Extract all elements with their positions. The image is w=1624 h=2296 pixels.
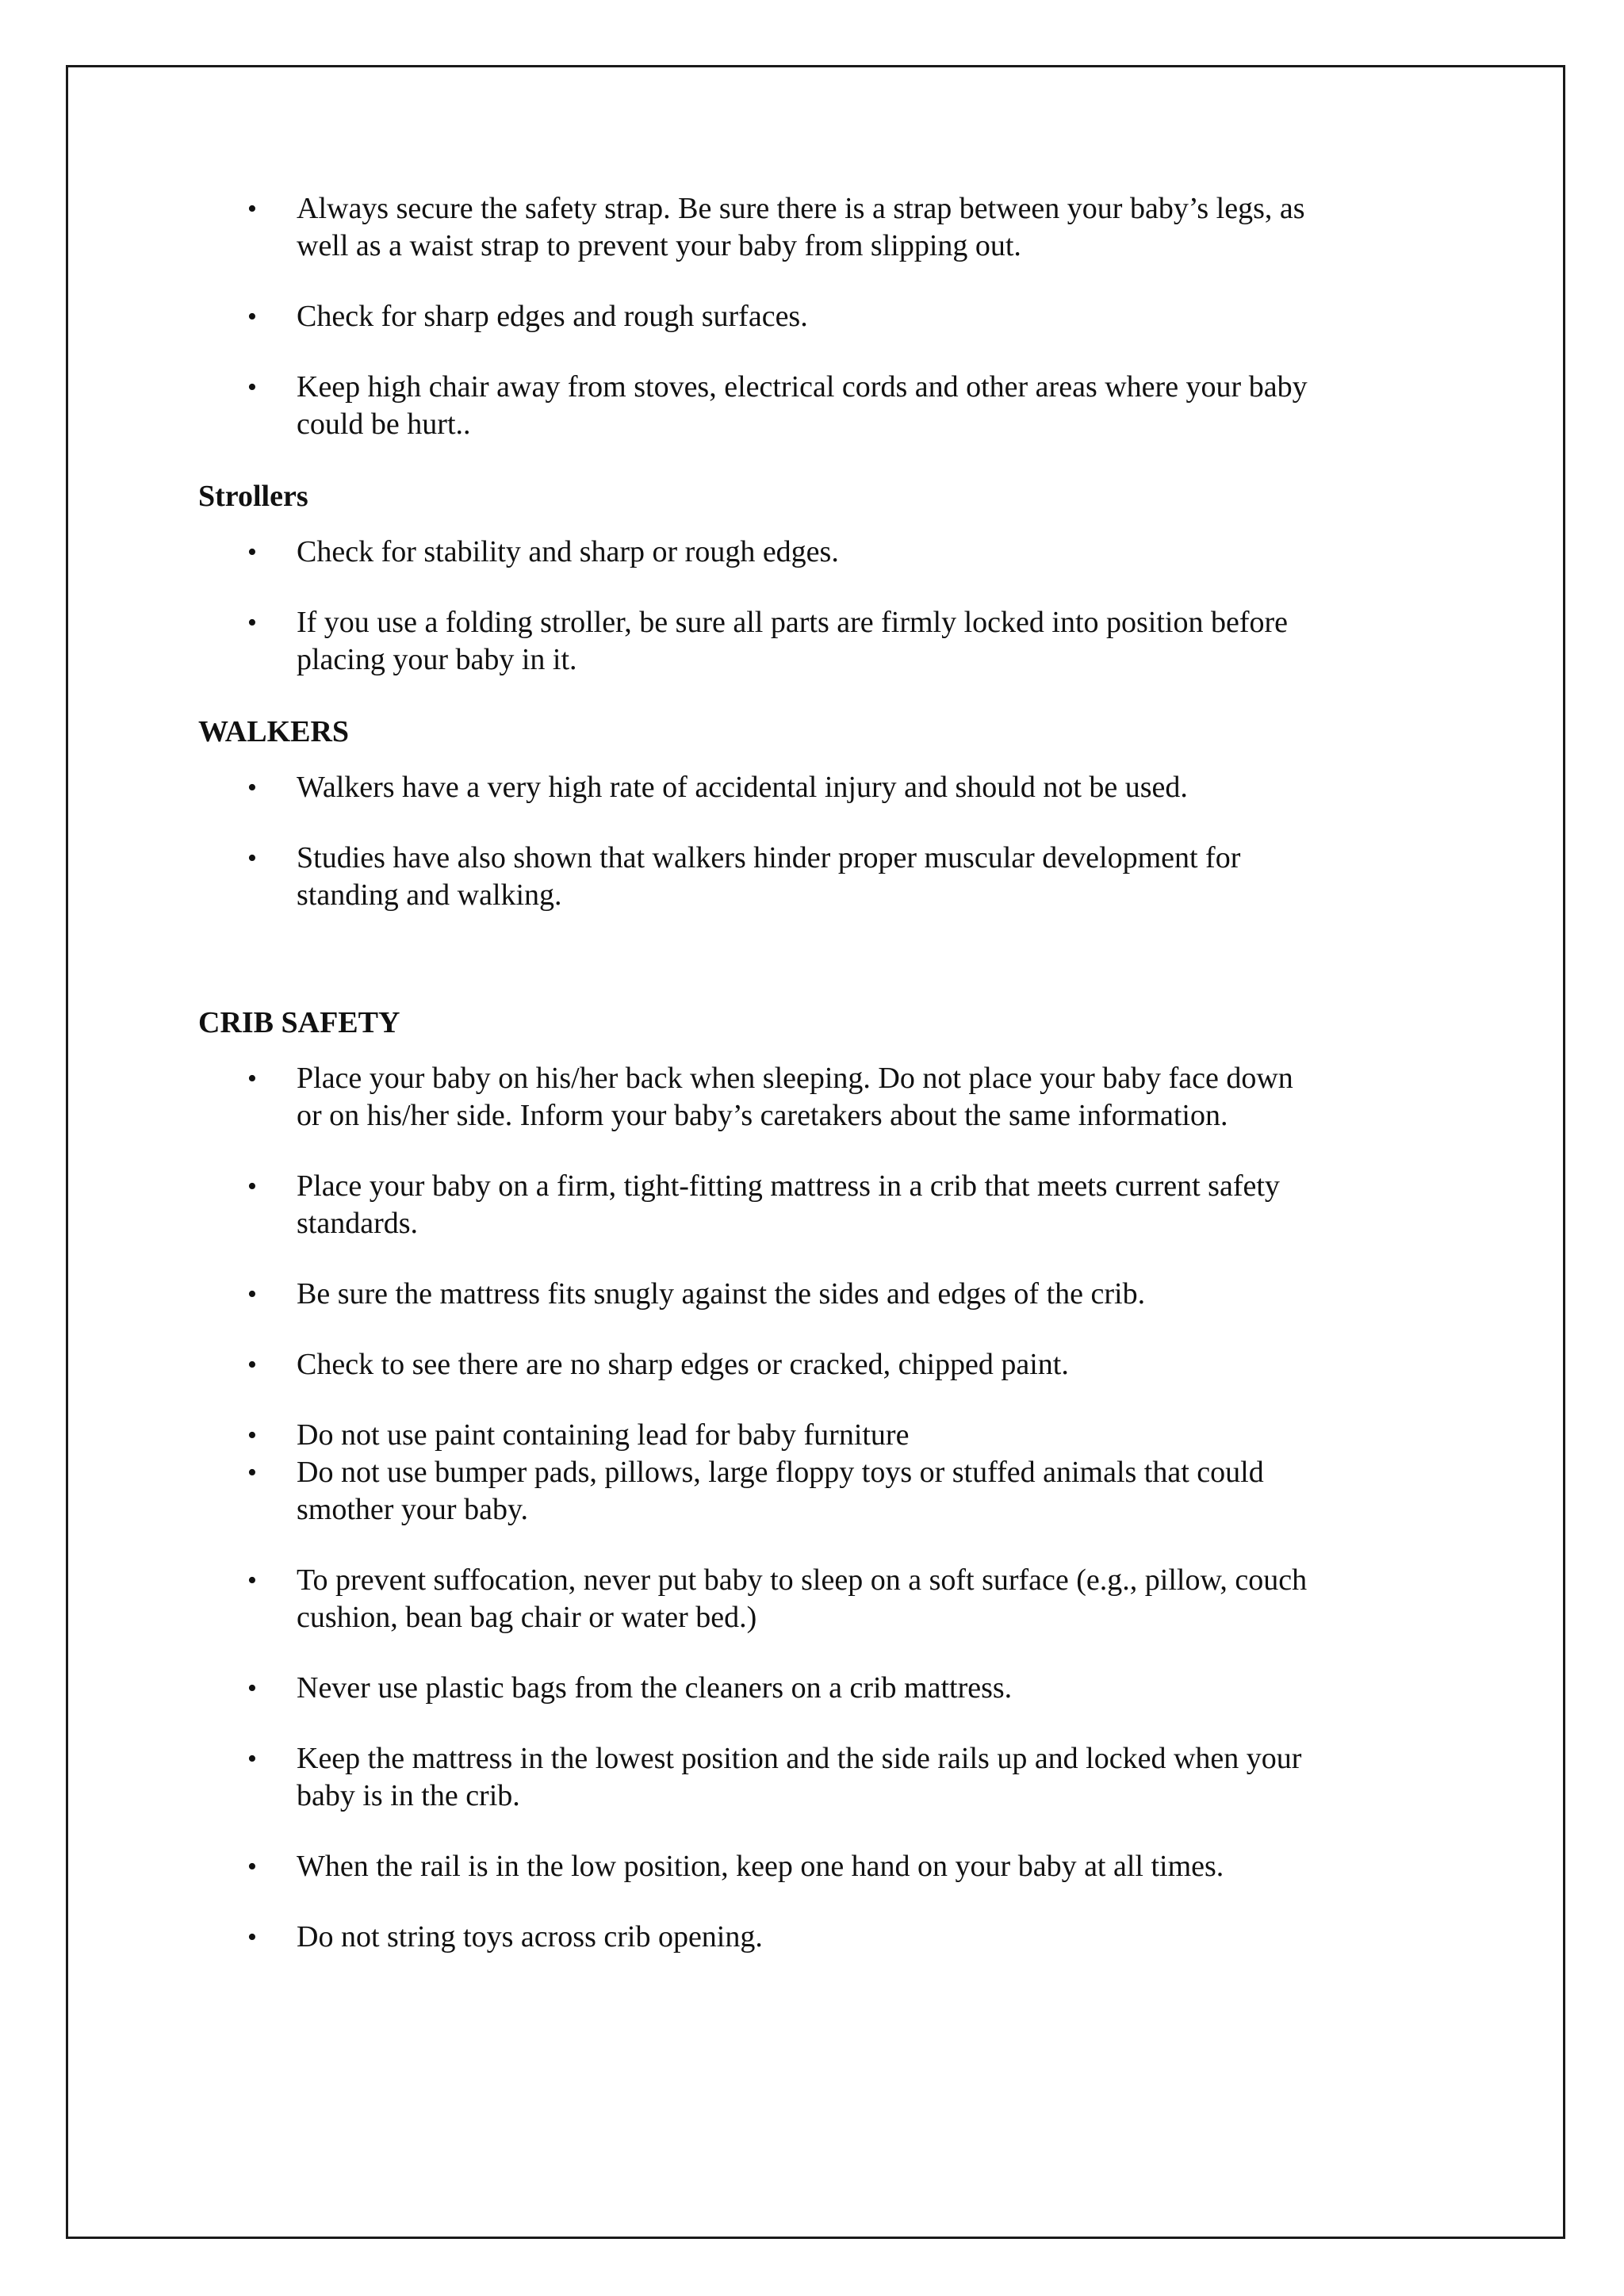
bullet-icon: •	[247, 1350, 257, 1380]
list-item-text: Do not use paint containing lead for baby furniture	[297, 1418, 910, 1452]
bullet-icon: •	[247, 1458, 257, 1487]
list-item	[247, 840, 1324, 914]
bullet-icon: •	[247, 1421, 257, 1450]
list-item-text: When the rail is in the low position, keep one hand on your baby at all times.	[297, 1850, 1224, 1883]
bullet-icon: •	[247, 1744, 257, 1774]
list-item-text: Keep the mattress in the lowest position and the side rails up and locked when your baby is in the crib.	[297, 1742, 1302, 1812]
document-body	[198, 190, 1324, 1989]
bullet-icon: •	[247, 1674, 257, 1703]
list-item-text: Do not use bumper pads, pillows, large floppy toys or stuffed animals that could smother your baby.	[297, 1456, 1264, 1526]
list-item	[247, 769, 1324, 806]
list-item-text: Place your baby on a firm, tight-fitting mattress in a crib that meets current safety standards.	[297, 1169, 1280, 1240]
strollers-section	[198, 476, 1324, 679]
bullet-icon: •	[247, 373, 257, 402]
list-item	[247, 1562, 1324, 1636]
list-item-text: Walkers have a very high rate of accidental injury and should not be used.	[297, 771, 1188, 804]
list-item-text: Be sure the mattress fits snugly against the sides and edges of the crib.	[297, 1277, 1146, 1311]
list-item	[247, 1168, 1324, 1242]
list-item	[247, 1670, 1324, 1707]
crib-safety-section	[198, 1003, 1324, 1956]
list-item	[247, 1276, 1324, 1313]
strollers-list	[198, 534, 1324, 679]
strollers-heading: Strollers	[198, 480, 308, 513]
bullet-icon: •	[247, 844, 257, 873]
list-item-text: Never use plastic bags from the cleaners on a crib mattress.	[297, 1671, 1013, 1705]
bullet-icon: •	[247, 1280, 257, 1309]
crib-safety-list	[198, 1060, 1324, 1956]
list-item-text: Studies have also shown that walkers hinder proper muscular development for standing and walking.	[297, 841, 1241, 912]
list-item-text: If you use a folding stroller, be sure all parts are firmly locked into position before placing your baby in it.	[297, 606, 1289, 676]
list-item	[247, 1060, 1324, 1135]
list-item-text: Do not string toys across crib opening.	[297, 1920, 763, 1954]
bullet-icon: •	[247, 538, 257, 567]
list-item	[247, 1454, 1324, 1529]
crib-safety-heading: CRIB SAFETY	[198, 1006, 400, 1039]
bullet-icon: •	[247, 1852, 257, 1881]
list-item-text: To prevent suffocation, never put baby to sleep on a soft surface (e.g., pillow, couch cushion, bean bag chair or water bed.)	[297, 1563, 1308, 1634]
list-item-text: Check for sharp edges and rough surfaces.	[297, 300, 808, 333]
high-chair-section	[198, 190, 1324, 443]
bullet-icon: •	[247, 194, 257, 224]
bullet-icon: •	[247, 1064, 257, 1093]
list-item-text: Check to see there are no sharp edges or cracked, chipped paint.	[297, 1348, 1069, 1381]
walkers-heading: WALKERS	[198, 715, 350, 748]
bullet-icon: •	[247, 1566, 257, 1595]
list-item-text: Keep high chair away from stoves, electrical cords and other areas where your baby could be hurt..	[297, 370, 1308, 441]
list-item	[247, 298, 1324, 335]
list-item	[247, 1848, 1324, 1885]
list-item	[247, 534, 1324, 571]
bullet-icon: •	[247, 608, 257, 637]
list-item	[247, 190, 1324, 265]
high-chair-list	[198, 190, 1324, 443]
walkers-section	[198, 712, 1324, 914]
list-item	[247, 604, 1324, 679]
bullet-icon: •	[247, 1923, 257, 1952]
list-item-text: Always secure the safety strap. Be sure there is a strap between your baby’s legs, as well as a waist strap to prevent your baby from slipping out.	[297, 192, 1305, 262]
bullet-icon: •	[247, 1172, 257, 1201]
list-item	[247, 369, 1324, 443]
list-item	[247, 1740, 1324, 1815]
list-item-text: Place your baby on his/her back when sleeping. Do not place your baby face down or on his/her side. Inform your baby’s caretakers about the same information.	[297, 1062, 1293, 1132]
list-item	[247, 1919, 1324, 1956]
list-item	[247, 1346, 1324, 1383]
bullet-icon: •	[247, 773, 257, 802]
list-item	[247, 1417, 1324, 1454]
bullet-icon: •	[247, 302, 257, 331]
walkers-list	[198, 769, 1324, 914]
list-item-text: Check for stability and sharp or rough edges.	[297, 535, 839, 568]
